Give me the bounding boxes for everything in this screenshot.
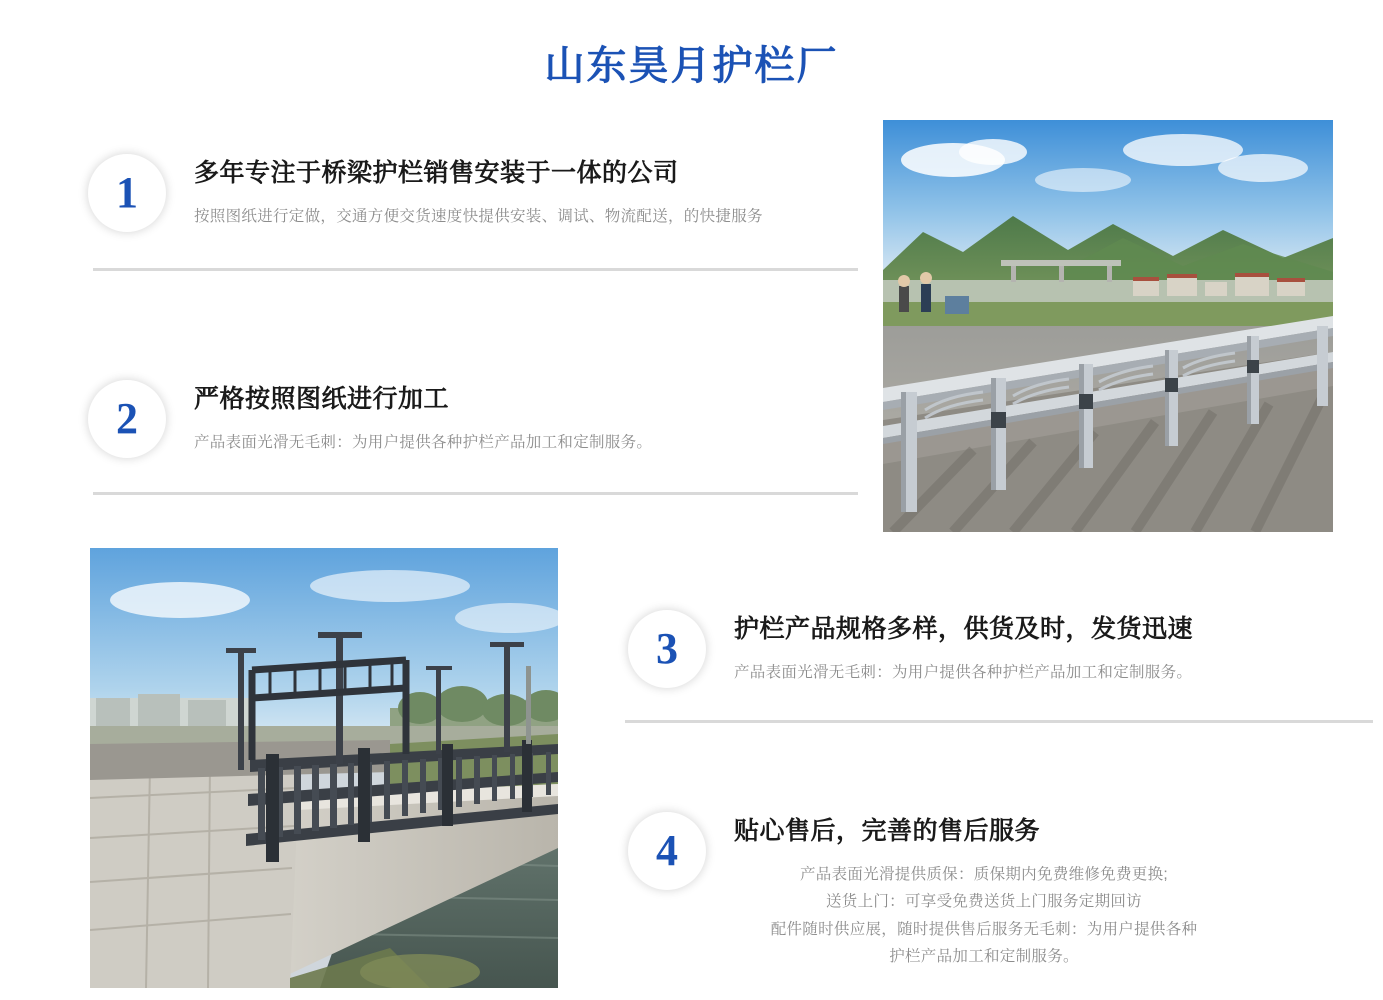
feature-number-badge-3 <box>628 610 706 688</box>
bridge-guardrail-photo-bottom-left <box>90 548 558 988</box>
feature-title-3: 护栏产品规格多样，供货及时，发货迅速 <box>734 615 1194 643</box>
bridge-guardrail-photo-top-right <box>883 120 1333 532</box>
feature-desc-3: 产品表面光滑无毛刺：为用户提供各种护栏产品加工和定制服务。 <box>734 664 1193 682</box>
feature-item-2 <box>88 378 878 458</box>
divider-1 <box>93 268 858 271</box>
feature-title-4: 贴心售后，完善的售后服务 <box>734 817 1041 845</box>
feature-desc-1: 按照图纸进行定做，交通方便交货速度快提供安装、调试、物流配送，的快捷服务 <box>194 208 763 226</box>
feature-desc-2: 产品表面光滑无毛刺：为用户提供各种护栏产品加工和定制服务。 <box>194 434 653 452</box>
feature-desc-4-line-4: 护栏产品加工和定制服务。 <box>889 947 1079 965</box>
feature-desc-4-line-2: 送货上门：可享受免费送货上门服务定期回访 <box>825 893 1142 911</box>
feature-text-2 <box>194 378 652 456</box>
feature-number-3: 3 <box>656 624 678 673</box>
feature-number-2: 2 <box>116 394 138 443</box>
feature-number-badge-4 <box>628 812 706 890</box>
feature-number-badge-2 <box>88 380 166 458</box>
page-title: 山东昊月护栏厂 <box>544 44 839 88</box>
feature-desc-4 <box>734 861 1234 970</box>
divider-3 <box>625 720 1373 723</box>
feature-title-2: 严格按照图纸进行加工 <box>194 385 450 413</box>
feature-number-badge-1 <box>88 154 166 232</box>
feature-item-4 <box>628 810 1373 970</box>
feature-title-1: 多年专注于桥梁护栏销售安装于一体的公司 <box>194 159 679 187</box>
feature-number-4: 4 <box>656 826 678 875</box>
feature-desc-4-line-1: 产品表面光滑提供质保：质保期内免费维修免费更换; <box>799 866 1168 884</box>
feature-text-3 <box>734 608 1193 686</box>
feature-desc-4-line-3: 配件随时供应展，随时提供售后服务无毛刺：为用户提供各种 <box>770 920 1198 938</box>
feature-number-1: 1 <box>116 168 138 217</box>
feature-item-1 <box>88 152 878 232</box>
feature-item-3 <box>628 608 1373 688</box>
divider-2 <box>93 492 858 495</box>
feature-text-1 <box>194 152 763 230</box>
feature-text-4 <box>734 810 1234 970</box>
